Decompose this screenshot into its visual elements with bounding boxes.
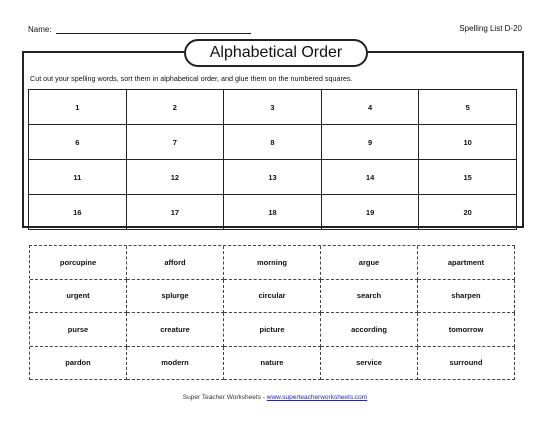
word-card[interactable]: surround bbox=[418, 347, 515, 381]
footer-text: Super Teacher Worksheets - bbox=[182, 394, 267, 401]
numbered-square: 7 bbox=[127, 125, 225, 160]
numbered-squares-grid bbox=[28, 89, 517, 230]
numbered-square: 15 bbox=[419, 160, 517, 195]
numbered-square: 19 bbox=[322, 195, 420, 230]
word-card[interactable]: afford bbox=[127, 246, 224, 280]
numbered-square: 6 bbox=[29, 125, 127, 160]
numbered-square: 4 bbox=[322, 90, 420, 125]
name-line[interactable] bbox=[56, 24, 251, 34]
numbered-square: 20 bbox=[419, 195, 517, 230]
word-card[interactable]: picture bbox=[224, 313, 321, 347]
instructions: Cut out your spelling words, sort them in alphabetical order, and glue them on the numbered squares. bbox=[30, 74, 353, 83]
numbered-square: 2 bbox=[127, 90, 225, 125]
footer-link[interactable]: www.superteacherworksheets.com bbox=[266, 394, 368, 401]
word-card[interactable]: porcupine bbox=[30, 246, 127, 280]
name-label: Name: bbox=[28, 25, 52, 34]
word-card[interactable]: purse bbox=[30, 313, 127, 347]
numbered-square: 17 bbox=[127, 195, 225, 230]
word-card[interactable]: according bbox=[321, 313, 418, 347]
numbered-square: 3 bbox=[224, 90, 322, 125]
cutout-words-grid bbox=[29, 245, 515, 380]
word-card[interactable]: creature bbox=[127, 313, 224, 347]
word-card[interactable]: argue bbox=[321, 246, 418, 280]
word-card[interactable]: morning bbox=[224, 246, 321, 280]
word-card[interactable]: splurge bbox=[127, 280, 224, 314]
word-card[interactable]: nature bbox=[224, 347, 321, 381]
word-card[interactable]: tomorrow bbox=[418, 313, 515, 347]
name-field bbox=[28, 24, 251, 34]
page-title: Alphabetical Order bbox=[184, 39, 368, 67]
word-card[interactable]: sharpen bbox=[418, 280, 515, 314]
word-card[interactable]: urgent bbox=[30, 280, 127, 314]
numbered-square: 1 bbox=[29, 90, 127, 125]
numbered-square: 13 bbox=[224, 160, 322, 195]
word-card[interactable]: search bbox=[321, 280, 418, 314]
footer bbox=[0, 394, 550, 401]
numbered-square: 16 bbox=[29, 195, 127, 230]
numbered-square: 11 bbox=[29, 160, 127, 195]
numbered-square: 10 bbox=[419, 125, 517, 160]
numbered-square: 5 bbox=[419, 90, 517, 125]
numbered-square: 18 bbox=[224, 195, 322, 230]
word-card[interactable]: apartment bbox=[418, 246, 515, 280]
word-card[interactable]: pardon bbox=[30, 347, 127, 381]
numbered-square: 14 bbox=[322, 160, 420, 195]
numbered-square: 12 bbox=[127, 160, 225, 195]
numbered-square: 9 bbox=[322, 125, 420, 160]
numbered-square: 8 bbox=[224, 125, 322, 160]
word-card[interactable]: service bbox=[321, 347, 418, 381]
word-card[interactable]: modern bbox=[127, 347, 224, 381]
word-card[interactable]: circular bbox=[224, 280, 321, 314]
spelling-list-label: Spelling List D-20 bbox=[459, 24, 522, 33]
